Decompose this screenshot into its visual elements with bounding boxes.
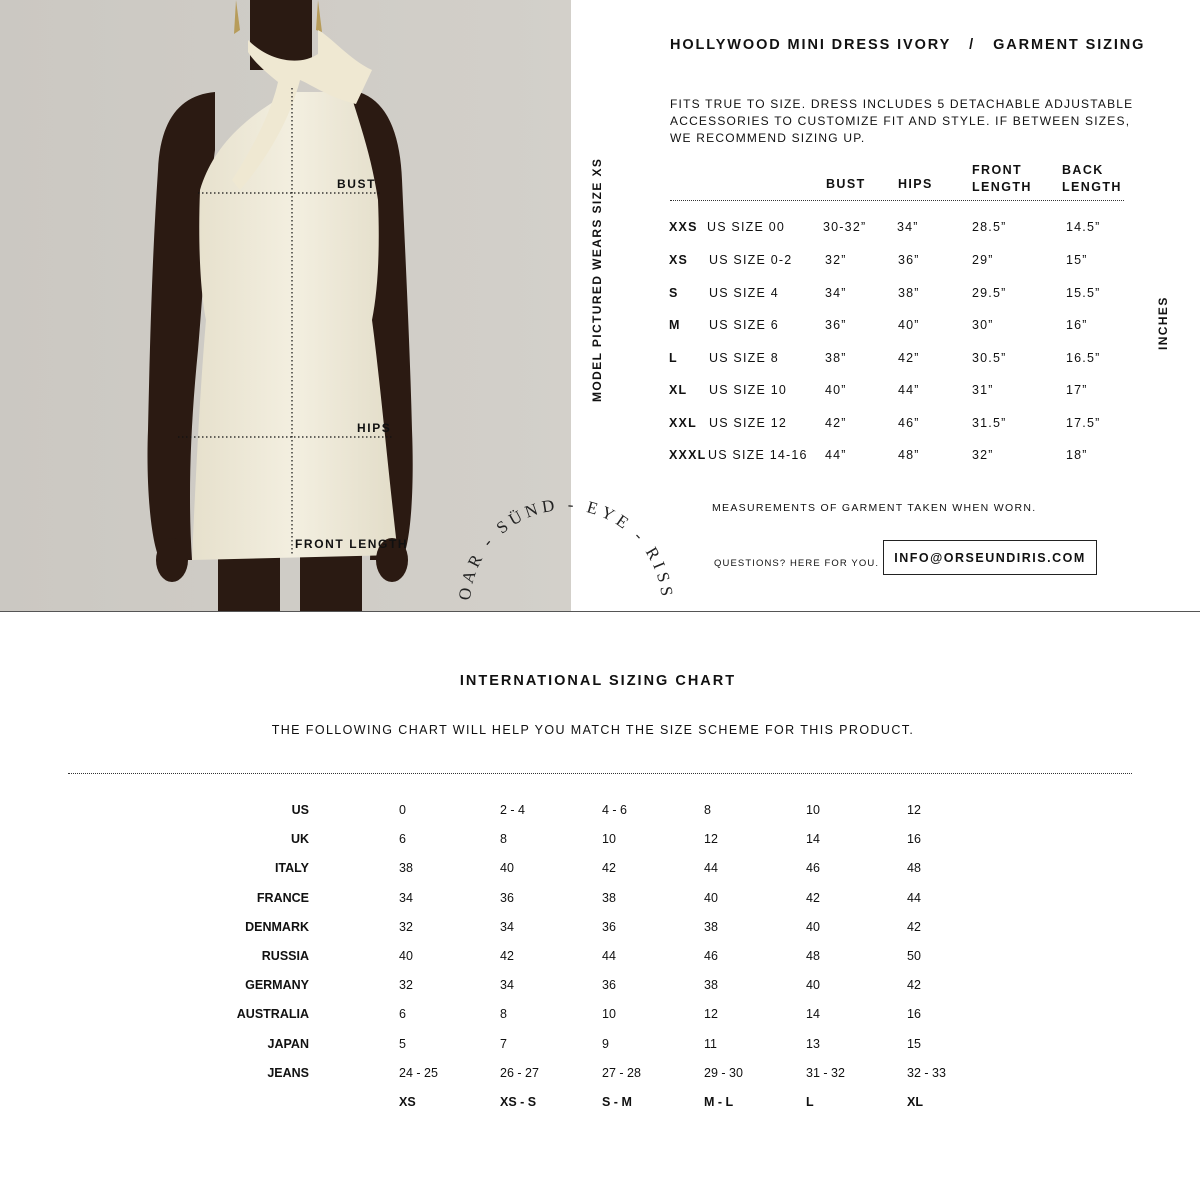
size-code: XS bbox=[669, 253, 689, 267]
hips-value: 42” bbox=[898, 351, 920, 365]
country-label: JAPAN bbox=[267, 1036, 309, 1051]
international-row bbox=[0, 920, 1200, 936]
country-label: US bbox=[291, 803, 309, 817]
country-label: JEANS bbox=[267, 1065, 309, 1080]
size-value: 8 bbox=[500, 1007, 507, 1022]
size-value: 38 bbox=[602, 890, 616, 905]
front-length-value: 32” bbox=[972, 448, 994, 462]
international-chart-rule bbox=[68, 773, 1132, 774]
bust-value: 42” bbox=[825, 416, 847, 430]
size-value: 12 bbox=[704, 1007, 718, 1022]
size-value: S - M bbox=[602, 1095, 632, 1109]
pronunciation-text: OAR - SÜND - EYE - RISS bbox=[454, 494, 677, 602]
size-value: 12 bbox=[907, 803, 921, 817]
front-length-value: 31.5” bbox=[972, 416, 1007, 430]
hips-value: 44” bbox=[898, 383, 920, 397]
us-size: US SIZE 00 bbox=[707, 220, 785, 234]
col-header-front-length: FRONT LENGTH bbox=[972, 163, 1032, 194]
international-row bbox=[0, 1037, 1200, 1053]
international-row bbox=[0, 949, 1200, 965]
size-value: 13 bbox=[806, 1036, 820, 1051]
size-value: 46 bbox=[704, 949, 718, 963]
size-value: M - L bbox=[704, 1095, 734, 1109]
size-code: XXXL bbox=[669, 448, 707, 462]
us-size: US SIZE 10 bbox=[709, 383, 787, 397]
front-length-value: 30.5” bbox=[972, 351, 1007, 365]
size-row bbox=[0, 220, 1200, 238]
international-row bbox=[0, 1095, 1200, 1111]
size-value: 44 bbox=[704, 861, 718, 876]
col-header-hips: HIPS bbox=[898, 177, 933, 191]
us-size: US SIZE 8 bbox=[709, 351, 779, 365]
size-value: 16 bbox=[907, 1007, 921, 1022]
section-name: GARMENT SIZING bbox=[993, 37, 1146, 53]
size-value: 5 bbox=[399, 1036, 406, 1051]
size-value: 50 bbox=[907, 949, 921, 963]
size-value: 42 bbox=[806, 890, 820, 905]
back-length-value: 14.5” bbox=[1066, 220, 1101, 234]
size-value: 48 bbox=[806, 949, 820, 963]
size-row bbox=[0, 416, 1200, 434]
size-code: XL bbox=[669, 383, 688, 397]
back-length-value: 16” bbox=[1066, 318, 1088, 332]
bust-value: 32” bbox=[825, 253, 847, 267]
size-value: 44 bbox=[602, 949, 616, 963]
bust-value: 36” bbox=[825, 318, 847, 332]
size-value: 8 bbox=[704, 803, 711, 817]
back-length-value: 16.5” bbox=[1066, 351, 1101, 365]
hips-value: 40” bbox=[898, 318, 920, 332]
col-header-bust: BUST bbox=[826, 177, 866, 191]
size-code: M bbox=[669, 318, 681, 332]
international-row bbox=[0, 803, 1200, 819]
size-value: 42 bbox=[500, 949, 514, 963]
back-length-value: 15” bbox=[1066, 253, 1088, 267]
size-value: 32 - 33 bbox=[907, 1065, 946, 1080]
units-label: INCHES bbox=[1156, 296, 1170, 350]
size-code: XXS bbox=[669, 220, 698, 234]
size-value: 48 bbox=[907, 861, 921, 876]
size-value: 0 bbox=[399, 803, 406, 817]
size-value: 2 - 4 bbox=[500, 803, 526, 817]
international-row bbox=[0, 861, 1200, 877]
page-title bbox=[670, 37, 1145, 53]
hips-label: HIPS bbox=[357, 421, 392, 435]
size-row bbox=[0, 351, 1200, 369]
size-value: 10 bbox=[806, 803, 820, 817]
size-value: 42 bbox=[602, 861, 616, 876]
international-row bbox=[0, 1007, 1200, 1023]
size-value: 38 bbox=[704, 919, 718, 934]
size-value: 14 bbox=[806, 832, 820, 847]
title-separator: / bbox=[969, 37, 976, 53]
size-value: 10 bbox=[602, 1007, 616, 1022]
size-value: 40 bbox=[704, 890, 718, 905]
country-label: FRANCE bbox=[256, 890, 309, 905]
size-value: L bbox=[806, 1095, 814, 1109]
front-length-label: FRONT LENGTH bbox=[295, 537, 409, 551]
size-value: 31 - 32 bbox=[806, 1065, 845, 1080]
hips-value: 38” bbox=[898, 286, 920, 300]
size-value: 6 bbox=[399, 1007, 406, 1022]
bust-value: 38” bbox=[825, 351, 847, 365]
email-contact-button[interactable]: INFO@ORSEUNDIRIS.COM bbox=[883, 540, 1097, 575]
country-label: GERMANY bbox=[245, 978, 309, 993]
size-value: 36 bbox=[500, 890, 514, 905]
size-value: 9 bbox=[602, 1036, 609, 1051]
front-length-value: 29.5” bbox=[972, 286, 1007, 300]
size-value: 40 bbox=[806, 978, 820, 993]
col-header-back-length: BACK LENGTH bbox=[1062, 163, 1122, 194]
model-size-note: MODEL PICTURED WEARS SIZE XS bbox=[590, 157, 604, 402]
size-row bbox=[0, 286, 1200, 304]
size-value: 46 bbox=[806, 861, 820, 876]
size-value: 12 bbox=[704, 832, 718, 847]
back-length-value: 15.5” bbox=[1066, 286, 1101, 300]
back-length-value: 17” bbox=[1066, 383, 1088, 397]
bust-value: 40” bbox=[825, 383, 847, 397]
us-size: US SIZE 14-16 bbox=[708, 448, 808, 462]
us-size: US SIZE 4 bbox=[709, 286, 779, 300]
international-row bbox=[0, 832, 1200, 848]
size-value: 40 bbox=[399, 949, 413, 963]
country-label: UK bbox=[290, 832, 309, 847]
size-value: 36 bbox=[602, 978, 616, 993]
svg-text:OAR - SÜND - EYE - RISS bbox=[455, 495, 677, 601]
hips-value: 34” bbox=[897, 220, 919, 234]
size-code: XXL bbox=[669, 416, 697, 430]
size-value: 27 - 28 bbox=[602, 1065, 641, 1080]
bust-value: 44” bbox=[825, 448, 847, 462]
size-value: 29 - 30 bbox=[704, 1065, 743, 1080]
country-label: RUSSIA bbox=[261, 949, 309, 963]
bust-value: 30-32” bbox=[823, 220, 867, 234]
size-value: 40 bbox=[500, 861, 514, 876]
size-value: XS bbox=[399, 1095, 416, 1109]
size-row bbox=[0, 448, 1200, 466]
size-value: 11 bbox=[704, 1036, 717, 1051]
size-value: 44 bbox=[907, 890, 921, 905]
hips-value: 48” bbox=[898, 448, 920, 462]
size-code: L bbox=[669, 351, 678, 365]
size-value: XL bbox=[907, 1095, 923, 1109]
international-row bbox=[0, 891, 1200, 907]
size-value: 34 bbox=[500, 978, 514, 993]
size-value: 26 - 27 bbox=[500, 1065, 539, 1080]
size-value: 6 bbox=[399, 832, 406, 847]
us-size: US SIZE 0-2 bbox=[709, 253, 793, 267]
size-value: 40 bbox=[806, 919, 820, 934]
size-value: 32 bbox=[399, 978, 413, 993]
international-chart-title: INTERNATIONAL SIZING CHART bbox=[459, 673, 737, 689]
international-row bbox=[0, 1066, 1200, 1082]
front-length-value: 28.5” bbox=[972, 220, 1007, 234]
size-value: 16 bbox=[907, 832, 921, 847]
size-row bbox=[0, 318, 1200, 336]
questions-text: QUESTIONS? HERE FOR YOU. bbox=[714, 558, 880, 569]
size-value: 38 bbox=[399, 861, 413, 876]
back-length-value: 18” bbox=[1066, 448, 1088, 462]
size-value: 34 bbox=[399, 890, 413, 905]
product-name: HOLLYWOOD MINI DRESS IVORY bbox=[670, 37, 952, 53]
size-value: 42 bbox=[907, 919, 921, 934]
size-value: 42 bbox=[907, 978, 921, 993]
size-value: 4 - 6 bbox=[602, 803, 628, 817]
size-value: 15 bbox=[907, 1036, 921, 1051]
size-value: 38 bbox=[704, 978, 718, 993]
international-row bbox=[0, 978, 1200, 994]
size-value: 36 bbox=[602, 919, 616, 934]
size-row bbox=[0, 383, 1200, 401]
size-value: 24 - 25 bbox=[399, 1065, 438, 1080]
fit-note: FITS TRUE TO SIZE. DRESS INCLUDES 5 DETACHABLE ADJUSTABLE ACCESSORIES TO CUSTOMIZE FIT AND STYLE. IF BETWEEN SIZES, WE RECOMMEND SIZING UP. bbox=[670, 97, 1134, 145]
size-value: 8 bbox=[500, 832, 507, 847]
bust-value: 34” bbox=[825, 286, 847, 300]
size-code: S bbox=[669, 286, 679, 300]
size-value: 14 bbox=[806, 1007, 820, 1022]
bust-label: BUST bbox=[337, 177, 377, 191]
front-length-value: 29” bbox=[972, 253, 994, 267]
front-length-value: 31” bbox=[972, 383, 994, 397]
international-chart-subtitle: THE FOLLOWING CHART WILL HELP YOU MATCH THE SIZE SCHEME FOR THIS PRODUCT. bbox=[271, 723, 915, 737]
hips-value: 36” bbox=[898, 253, 920, 267]
size-row bbox=[0, 253, 1200, 271]
back-length-value: 17.5” bbox=[1066, 416, 1101, 430]
us-size: US SIZE 6 bbox=[709, 318, 779, 332]
country-label: AUSTRALIA bbox=[236, 1007, 309, 1022]
country-label: DENMARK bbox=[245, 919, 309, 934]
size-value: 7 bbox=[500, 1036, 507, 1051]
us-size: US SIZE 12 bbox=[709, 416, 787, 430]
size-value: XS - S bbox=[500, 1095, 537, 1109]
measurement-note: MEASUREMENTS OF GARMENT TAKEN WHEN WORN. bbox=[712, 502, 1037, 514]
size-value: 10 bbox=[602, 832, 616, 847]
size-value: 34 bbox=[500, 919, 514, 934]
front-length-value: 30” bbox=[972, 318, 994, 332]
size-value: 32 bbox=[399, 919, 413, 934]
country-label: ITALY bbox=[274, 861, 309, 876]
hips-value: 46” bbox=[898, 416, 920, 430]
size-table-rule bbox=[670, 200, 1124, 201]
